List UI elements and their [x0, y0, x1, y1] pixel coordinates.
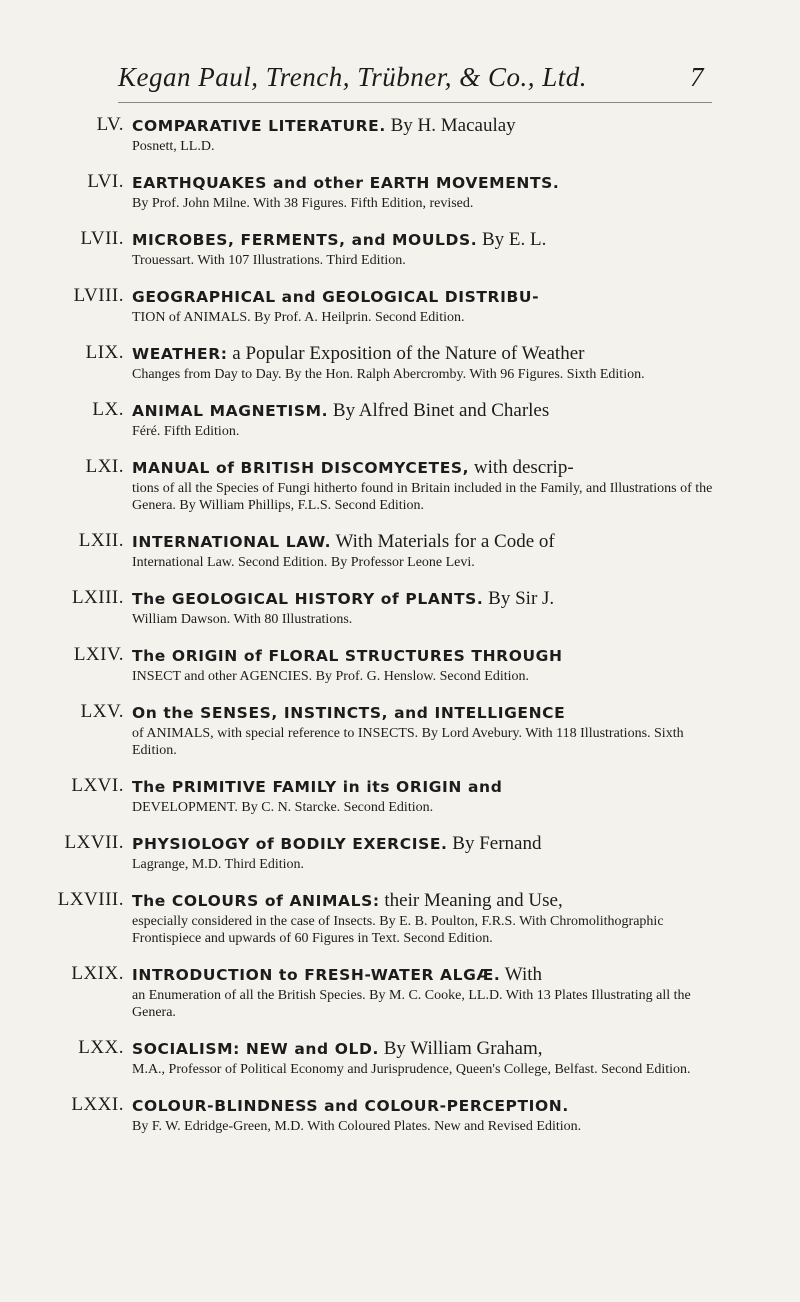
list-item [0, 342, 800, 383]
entry-number: LVI. [87, 171, 124, 192]
list-item [0, 456, 800, 514]
list-item [0, 832, 800, 873]
entry-title: INTERNATIONAL LAW. [132, 533, 332, 551]
entry-number: LXIII. [71, 587, 124, 608]
list-item [0, 285, 800, 326]
header-rule [118, 102, 712, 103]
entry-author-start: By Sir J. [488, 588, 555, 609]
entry-details: an Enumeration of all the British Species. By M. C. Cooke, LL.D. With 13 Plates Illustrating all the Genera. [132, 988, 691, 1020]
entry-author-start: By H. Macaulay [390, 115, 516, 136]
entry-details: Féré. Fifth Edition. [132, 424, 240, 439]
entry-author-start: their Meaning and Use, [384, 890, 563, 911]
entry-number: LV. [96, 114, 124, 135]
entry-number: LVIII. [73, 285, 124, 306]
entry-details: of ANIMALS, with special reference to INSECTS. By Lord Avebury. With 118 Illustrations. Sixth Edition. [132, 726, 684, 758]
list-item [0, 1094, 800, 1135]
running-header [0, 62, 800, 102]
entry-number: LXV. [80, 701, 124, 722]
entry-title: COMPARATIVE LITERATURE. [132, 117, 386, 135]
entry-title: MICROBES, FERMENTS, and MOULDS. [132, 231, 478, 249]
list-item [0, 587, 800, 628]
list-item [0, 644, 800, 685]
entry-details: By F. W. Edridge-Green, M.D. With Coloured Plates. New and Revised Edition. [132, 1119, 582, 1134]
list-item [0, 171, 800, 212]
entry-number: LXVIII. [57, 889, 124, 910]
entry-details: By Prof. John Milne. With 38 Figures. Fifth Edition, revised. [132, 196, 474, 211]
entry-title: SOCIALISM: NEW and OLD. [132, 1040, 379, 1058]
entry-number: LXI. [85, 456, 124, 477]
entry-details: William Dawson. With 80 Illustrations. [132, 612, 353, 627]
entry-title: ANIMAL MAGNETISM. [132, 402, 329, 420]
entry-number: LXVII. [64, 832, 124, 853]
list-item [0, 228, 800, 269]
list-item [0, 701, 800, 759]
entry-details: Posnett, LL.D. [132, 139, 215, 154]
entry-details: Trouessart. With 107 Illustrations. Third Edition. [132, 253, 406, 268]
running-title: Kegan Paul, Trench, Trübner, & Co., Ltd. [118, 62, 588, 92]
entry-author-start: With [504, 964, 543, 985]
list-item [0, 530, 800, 571]
entry-details: tions of all the Species of Fungi hitherto found in Britain included in the Family, and Illustrations of the Genera. By William Phillips, F.L.S. Second Edition. [132, 481, 713, 513]
list-item [0, 114, 800, 155]
entry-title: MANUAL of BRITISH DISCOMYCETES, [132, 459, 470, 477]
entry-title: The PRIMITIVE FAMILY in its ORIGIN and [132, 778, 503, 796]
entry-number: LVII. [80, 228, 124, 249]
entry-number: LIX. [85, 342, 124, 363]
entry-number: LXIX. [71, 963, 124, 984]
entry-author-start: By William Graham, [383, 1038, 543, 1059]
entry-title: GEOGRAPHICAL and GEOLOGICAL DISTRIBU- [132, 288, 540, 306]
entry-title: INTRODUCTION to FRESH-WATER ALGÆ. [132, 966, 501, 984]
entry-title: WEATHER: [132, 345, 228, 363]
entry-number: LXXI. [71, 1094, 124, 1115]
entry-title: COLOUR-BLINDNESS and COLOUR-PERCEPTION. [132, 1097, 569, 1115]
list-item [0, 775, 800, 816]
entry-title: EARTHQUAKES and other EARTH MOVEMENTS. [132, 174, 560, 192]
entry-number: LXIV. [73, 644, 124, 665]
entry-details: especially considered in the case of Insects. By E. B. Poulton, F.R.S. With Chromolithographic Frontispiece and upwards of 60 Figures in Text. Second Edition. [132, 914, 664, 946]
entry-author-start: with descrip- [473, 457, 574, 478]
entry-number: LXX. [78, 1037, 124, 1058]
entry-title: The GEOLOGICAL HISTORY of PLANTS. [132, 590, 484, 608]
page-number: 7 [690, 62, 704, 92]
entry-details: M.A., Professor of Political Economy and Jurisprudence, Queen's College, Belfast. Second Edition. [132, 1062, 691, 1077]
entry-number: LXVI. [71, 775, 124, 796]
entry-title: On the SENSES, INSTINCTS, and INTELLIGENCE [132, 704, 566, 722]
entry-author-start: a Popular Exposition of the Nature of Weather [232, 343, 585, 364]
list-item [0, 1037, 800, 1078]
entry-number: LXII. [78, 530, 124, 551]
entry-details: TION of ANIMALS. By Prof. A. Heilprin. Second Edition. [132, 310, 465, 325]
entry-author-start: By Alfred Binet and Charles [332, 400, 550, 421]
list-item [0, 399, 800, 440]
entry-details: INSECT and other AGENCIES. By Prof. G. Henslow. Second Edition. [132, 669, 530, 684]
list-item [0, 889, 800, 947]
entry-details: Lagrange, M.D. Third Edition. [132, 857, 304, 872]
entry-title: The COLOURS of ANIMALS: [132, 892, 380, 910]
entry-author-start: By E. L. [481, 229, 547, 250]
series-list [0, 114, 800, 1135]
entry-title: PHYSIOLOGY of BODILY EXERCISE. [132, 835, 448, 853]
entry-details: Changes from Day to Day. By the Hon. Ralph Abercromby. With 96 Figures. Sixth Edition. [132, 367, 645, 382]
entry-number: LX. [92, 399, 124, 420]
entry-details: DEVELOPMENT. By C. N. Starcke. Second Edition. [132, 800, 434, 815]
entry-details: International Law. Second Edition. By Professor Leone Levi. [132, 555, 475, 570]
entry-author-start: By Fernand [452, 833, 542, 854]
list-item [0, 963, 800, 1021]
entry-author-start: With Materials for a Code of [335, 531, 555, 552]
entry-title: The ORIGIN of FLORAL STRUCTURES THROUGH [132, 647, 563, 665]
